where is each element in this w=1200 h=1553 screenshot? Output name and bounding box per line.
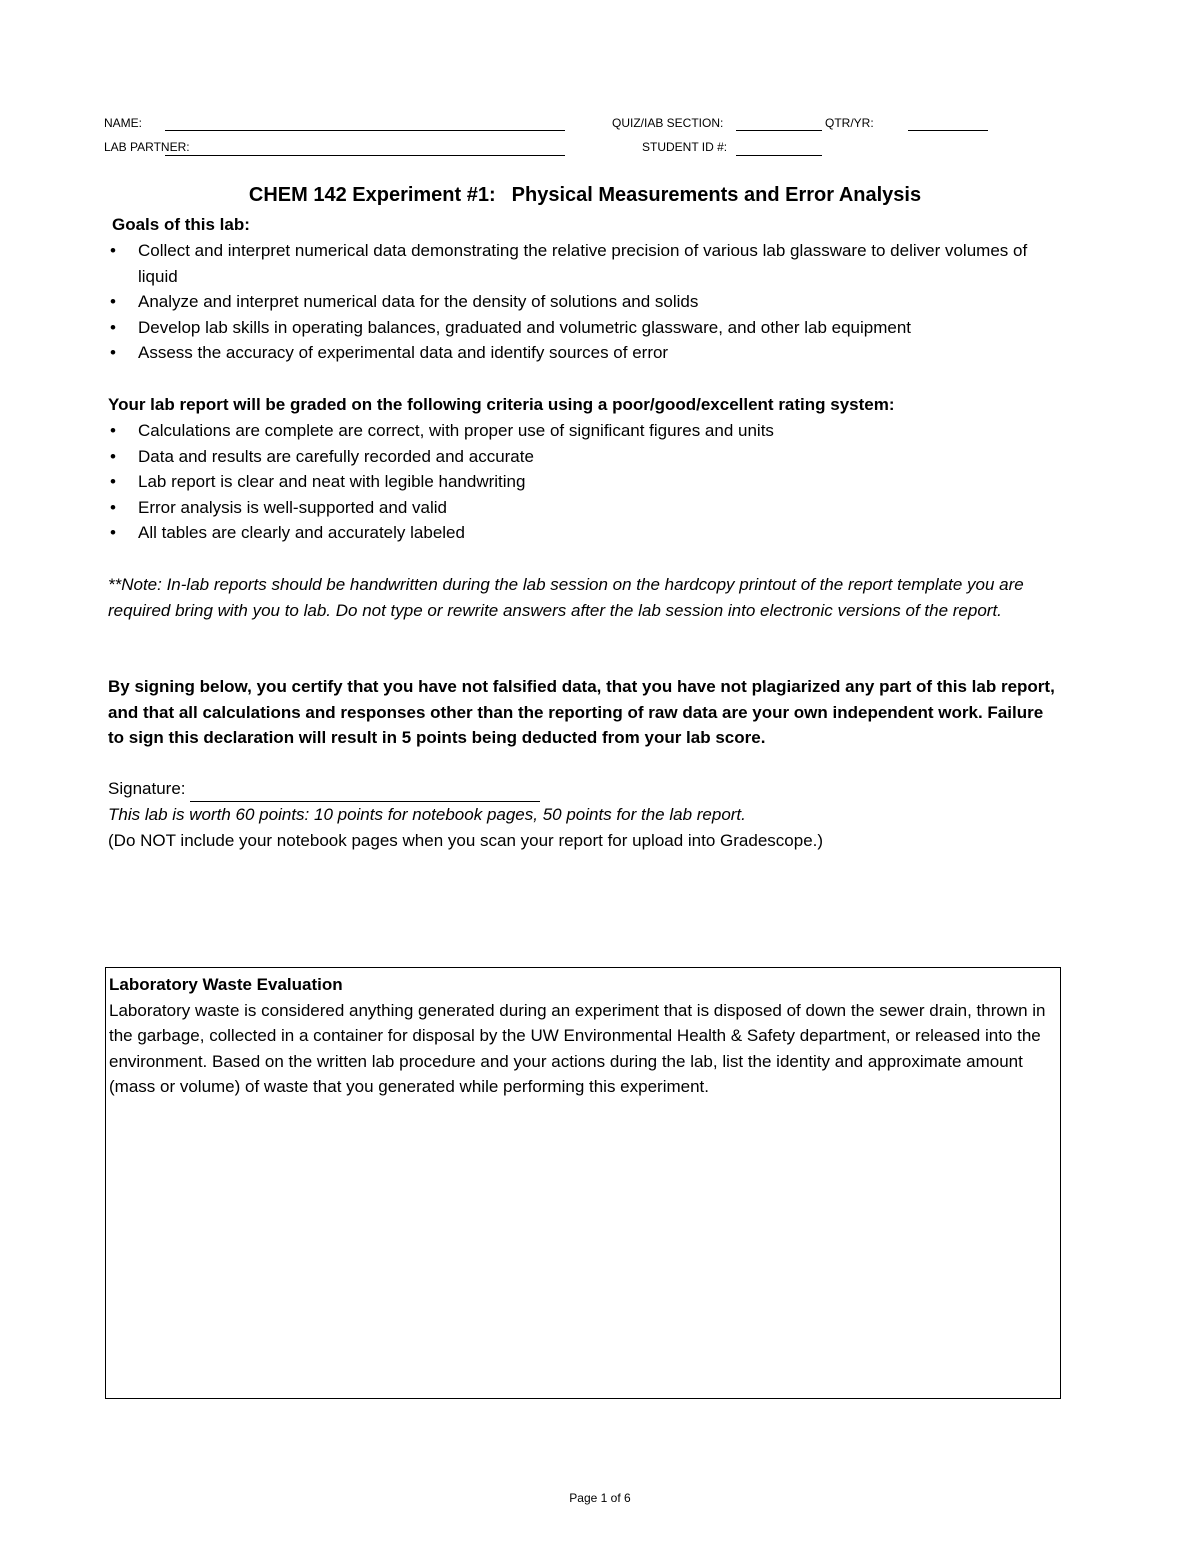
waste-evaluation-box[interactable] <box>105 967 1061 1399</box>
list-item: • Develop lab skills in operating balances, graduated and volumetric glassware, and other lab equipment <box>108 315 1068 341</box>
list-item: • Lab report is clear and neat with legible handwriting <box>108 469 1088 495</box>
list-item: • Calculations are complete are correct, with proper use of significant figures and units <box>108 418 1088 444</box>
qtr-yr-label: QTR/YR: <box>825 116 874 130</box>
lab-partner-label: LAB PARTNER: <box>104 140 190 154</box>
upload-note: (Do NOT include your notebook pages when you scan your report for upload into Gradescope.) <box>108 831 824 850</box>
waste-instructions: Laboratory waste is considered anything generated during an experiment that is disposed of down the sewer drain, thrown in the garbage, collected in a container for disposal by the UW Environmental Health & Safety department, or released into the environment. Based on the written lab procedure and your actions during the lab, list the identity and approximate amount (mass or volume) of waste that you generated while performing this experiment. <box>109 1000 1046 1097</box>
name-field[interactable] <box>165 130 565 131</box>
goals-heading: Goals of this lab: <box>112 215 250 234</box>
criteria-heading: Your lab report will be graded on the following criteria using a poor/good/excellent rating system: <box>108 395 895 414</box>
page-title <box>0 184 1170 207</box>
lab-partner-field[interactable] <box>165 155 565 156</box>
signature-field[interactable] <box>190 784 540 802</box>
certification-statement: By signing below, you certify that you have not falsified data, that you have not plagiarized any part of this lab report, and that all calculations and responses other than the reporting of raw data are your own independent work. Failure to sign this declaration will result in 5 points being deducted from your lab score. <box>108 677 1055 748</box>
title-experiment: CHEM 142 Experiment #1: <box>248 184 496 206</box>
goals-list <box>108 238 1068 366</box>
student-id-label: STUDENT ID #: <box>642 140 728 154</box>
list-item: • Data and results are carefully recorded and accurate <box>108 444 1088 470</box>
quiz-lab-section-field[interactable] <box>736 130 822 131</box>
signature-row <box>108 776 1088 802</box>
list-item: • Assess the accuracy of experimental data and identify sources of error <box>108 340 1068 366</box>
title-subject: Physical Measurements and Error Analysis <box>511 184 922 206</box>
student-id-field[interactable] <box>736 155 822 156</box>
points-note: This lab is worth 60 points: 10 points for notebook pages, 50 points for the lab report. <box>108 805 746 824</box>
criteria-list <box>108 418 1088 546</box>
list-item: • Collect and interpret numerical data demonstrating the relative precision of various lab glassware to deliver volumes of liquid <box>108 238 1068 289</box>
waste-heading: Laboratory Waste Evaluation <box>109 975 343 994</box>
list-item: • Error analysis is well-supported and valid <box>108 495 1088 521</box>
list-item: • Analyze and interpret numerical data for the density of solutions and solids <box>108 289 1068 315</box>
signature-label: Signature: <box>108 779 186 798</box>
name-label: NAME: <box>104 116 143 130</box>
quiz-lab-section-label: QUIZ/IAB SECTION: <box>612 116 724 130</box>
page-number: Page 1 of 6 <box>569 1491 631 1505</box>
qtr-yr-field[interactable] <box>908 130 988 131</box>
handwritten-note: **Note: In-lab reports should be handwritten during the lab session on the hardcopy printout of the report template you are required bring with you to lab. Do not type or rewrite answers after the lab session into electronic versions of the report. <box>108 575 1024 620</box>
list-item: • All tables are clearly and accurately labeled <box>108 520 1088 546</box>
